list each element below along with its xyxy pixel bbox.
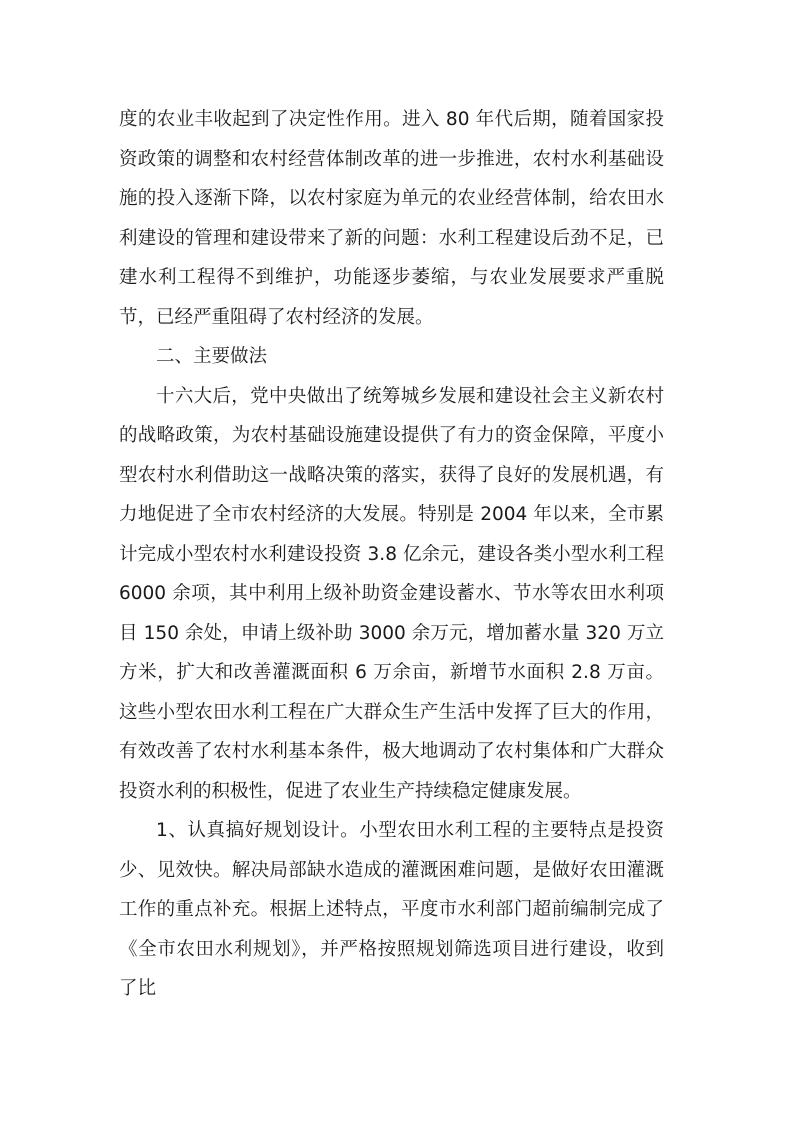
section-heading-main-measures: 二、主要做法 bbox=[156, 346, 268, 367]
paragraph-achievements: 十六大后，党中央做出了统筹城乡发展和建设社会主义新农村的战略政策，为农村基础设施建设提供了有力的资金保障，平度小型农村水利借助这一战略决策的落实，获得了良好的发展机遇，有力地促进了全市农村经济的大发展。特别是 2004 年以来，全市累计完成小型农村水利建设投资 3.8 亿余元，建设各类小型水利工程 6000 余项，其中利用上级补助资金建设蓄水、节水等农田水利项目 150 余处，申请上级补助 3000 余万元，增加蓄水量 320 万立方米，扩大和改善灌溉面积 6 万余亩，新增节水面积 2.8 万亩。这些小型农田水利工程在广大群众生产生活中发挥了巨大的作用，有效改善了农村水利基本条件，极大地调动了农村集体和广大群众投资水利的积极性，促进了农业生产持续稳定健康发展。 bbox=[119, 385, 664, 802]
paragraph-planning-design: 1、认真搞好规划设计。小型农田水利工程的主要特点是投资少、见效快。解决局部缺水造成的灌溉困难问题，是做好农田灌溉工作的重点补充。根据上述特点，平度市水利部门超前编制完成了《全市农田水利规划》，并严格按照规划筛选项目进行建设，收到了比 bbox=[119, 820, 664, 999]
paragraph-continuation: 度的农业丰收起到了决定性作用。进入 80 年代后期，随着国家投资政策的调整和农村经营体制改革的进一步推进，农村水利基础设施的投入逐渐下降，以农村家庭为单元的农业经营体制，给农田水利建设的管理和建设带来了新的问题：水利工程建设后劲不足，已建水利工程得不到维护，功能逐步萎缩，与农业发展要求严重脱节，已经严重阻碍了农村经济的发展。 bbox=[119, 109, 664, 328]
document-body bbox=[119, 100, 664, 1009]
